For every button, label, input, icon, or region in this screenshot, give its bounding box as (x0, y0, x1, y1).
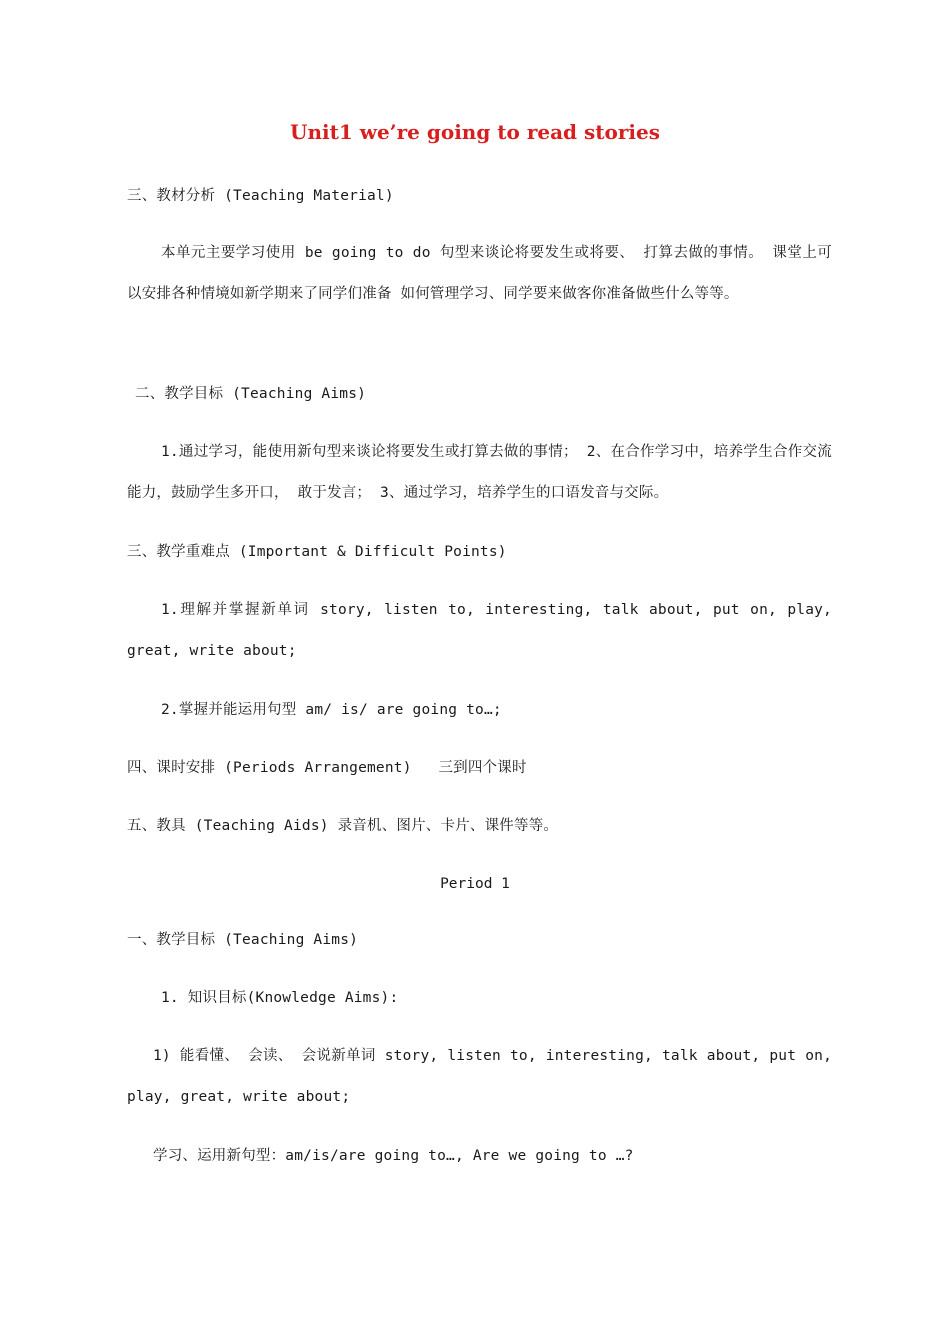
material-heading: 三、教材分析 (Teaching Material) (127, 188, 394, 204)
aims-heading: 二、教学目标 (Teaching Aims) (135, 386, 367, 402)
period-title: Period 1 (440, 876, 510, 892)
period1-aims-heading: 一、教学目标 (Teaching Aims) (127, 932, 359, 948)
period1-item-1: 1) 能看懂、 会读、 会说新单词 story, listen to, interesting, talk about, put on, play, great, write about; (127, 1048, 832, 1105)
period1-knowledge-aims: 1. 知识目标(Knowledge Aims): (161, 990, 399, 1006)
aids-heading: 五、教具 (Teaching Aids) 录音机、图片、卡片、课件等等。 (127, 818, 559, 834)
key-points-item-1: 1.理解并掌握新单词 story, listen to, interesting, talk about, put on, play, great, write about; (127, 602, 832, 659)
key-points-heading: 三、教学重难点 (Important & Difficult Points) (127, 544, 507, 560)
aims-paragraph: 1.通过学习，能使用新句型来谈论将要发生或打算去做的事情； 2、在合作学习中，培养学生合作交流能力，鼓励学生多开口， 敢于发言； 3、通过学习，培养学生的口语发音与交际。 (127, 444, 832, 501)
key-points-item-2: 2.掌握并能运用句型 am/ is/ are going to…; (161, 702, 502, 718)
material-paragraph: 本单元主要学习使用 be going to do 句型来谈论将要发生或将要、 打算去做的事情。 课堂上可以安排各种情境如新学期来了同学们准备 如何管理学习、同学要来做客你准备做些什么等等。 (127, 245, 832, 302)
periods-heading: 四、课时安排 (Periods Arrangement) 三到四个课时 (127, 760, 527, 776)
period1-item-2: 学习、运用新句型：am/is/are going to…, Are we going to …? (153, 1148, 634, 1164)
document-title: Unit1 we’re going to read stories (290, 120, 660, 144)
